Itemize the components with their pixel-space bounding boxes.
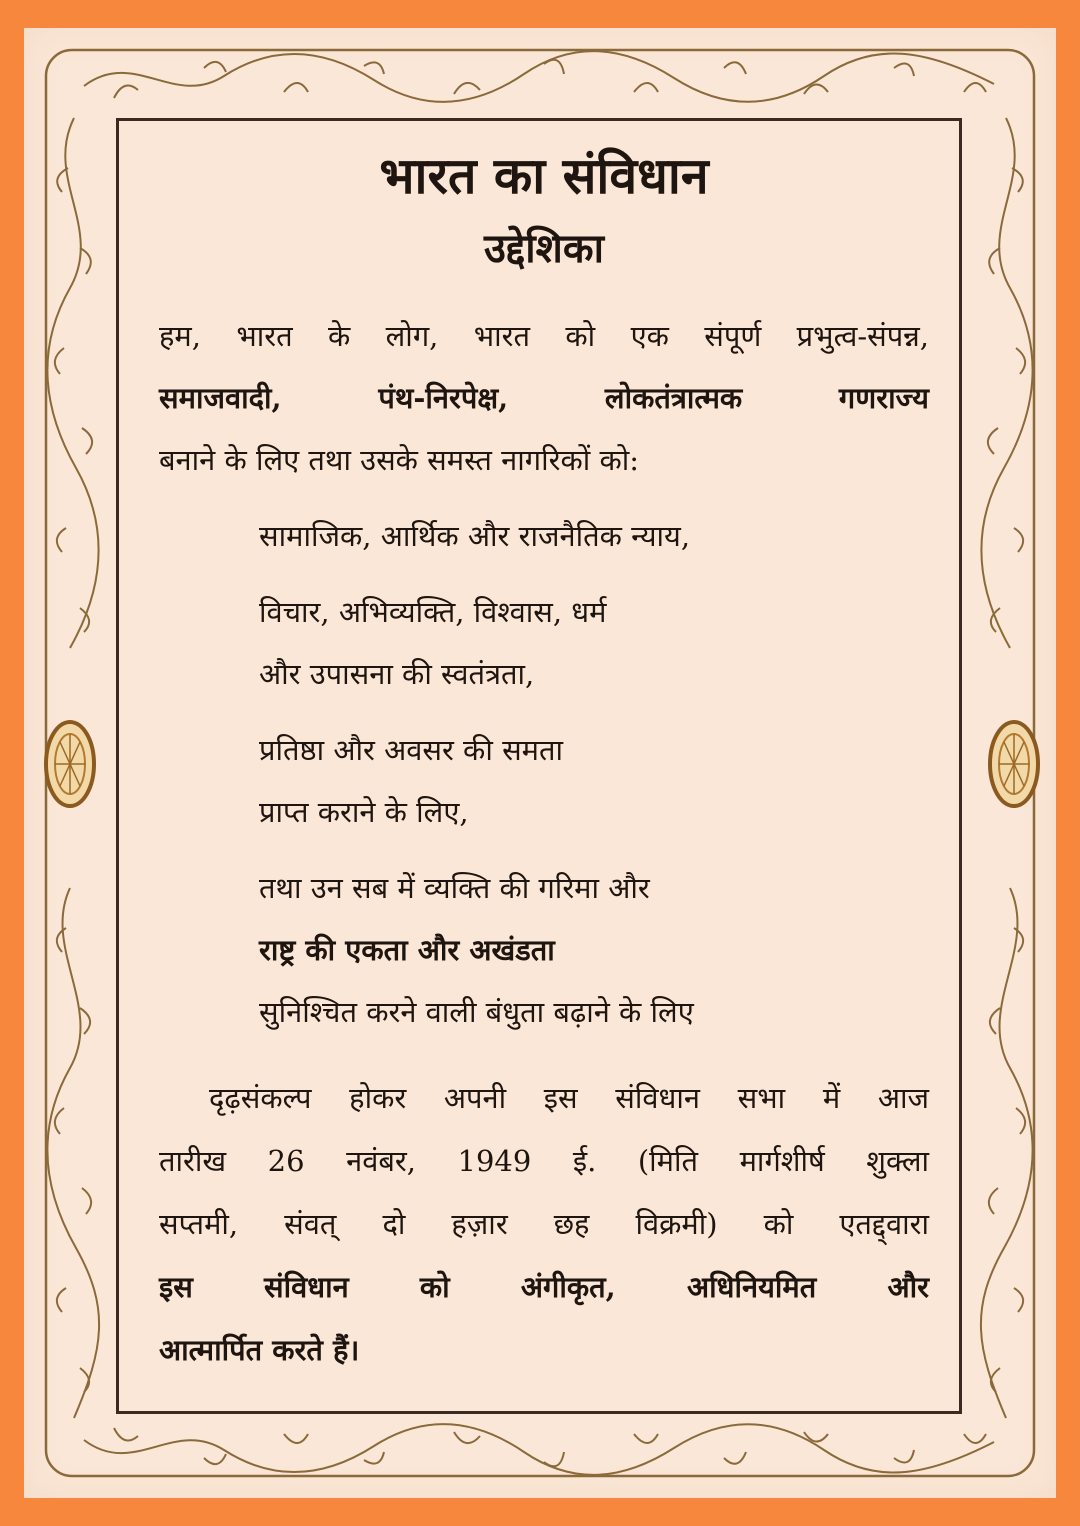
opening-line: हम, भारत के लोग, भारत को एक संपूर्ण प्रभुत्व-संपन्न, <box>159 319 929 353</box>
stanza-fraternity <box>259 857 929 1043</box>
stanza-line: तथा उन सब में व्यक्ति की गरिमा और <box>259 871 650 905</box>
ashoka-chakra-icon <box>42 716 98 812</box>
preamble-page <box>24 28 1056 1498</box>
page-subtitle: उद्देशिका <box>484 225 604 272</box>
ashoka-chakra-icon <box>986 716 1042 812</box>
closing-line: आत्मार्पित करते हैं। <box>159 1333 360 1367</box>
ideals-list <box>259 505 929 1043</box>
stanza-line: सामाजिक, आर्थिक और राजनैतिक न्याय, <box>259 519 691 553</box>
closing-paragraph <box>159 1067 929 1382</box>
closing-line: तारीख 26 नवंबर, 1949 ई. (मिति मार्गशीर्ष शुक्ला <box>159 1144 929 1178</box>
opening-line: बनाने के लिए तथा उसके समस्त नागरिकों को: <box>159 443 640 477</box>
stanza-equality <box>259 719 929 843</box>
stanza-line: और उपासना की स्वतंत्रता, <box>259 657 535 691</box>
opening-paragraph <box>159 305 929 491</box>
stanza-line: विचार, अभिव्यक्ति, विश्वास, धर्म <box>259 595 607 629</box>
stanza-line: राष्ट्र की एकता और अखंडता <box>259 933 555 967</box>
closing-line: सप्तमी, संवत् दो हज़ार छह विक्रमी) को एतद्द्वारा <box>159 1207 929 1241</box>
text-frame <box>116 118 962 1414</box>
stanza-line: सुनिश्चित करने वाली बंधुता बढ़ाने के लिए <box>259 995 694 1029</box>
page-title: भारत का संविधान <box>379 146 709 205</box>
stanza-liberty <box>259 581 929 705</box>
stanza-line: प्रतिष्ठा और अवसर की समता <box>259 733 564 767</box>
stanza-line: प्राप्त कराने के लिए, <box>259 795 469 829</box>
closing-line: दृढ़संकल्प होकर अपनी इस संविधान सभा में आज <box>209 1081 929 1115</box>
opening-line: समाजवादी, पंथ-निरपेक्ष, लोकतंत्रात्मक गणराज्य <box>159 381 929 415</box>
preamble-content <box>159 143 929 1382</box>
stanza-justice <box>259 505 929 567</box>
closing-line: इस संविधान को अंगीकृत, अधिनियमित और <box>159 1270 929 1304</box>
